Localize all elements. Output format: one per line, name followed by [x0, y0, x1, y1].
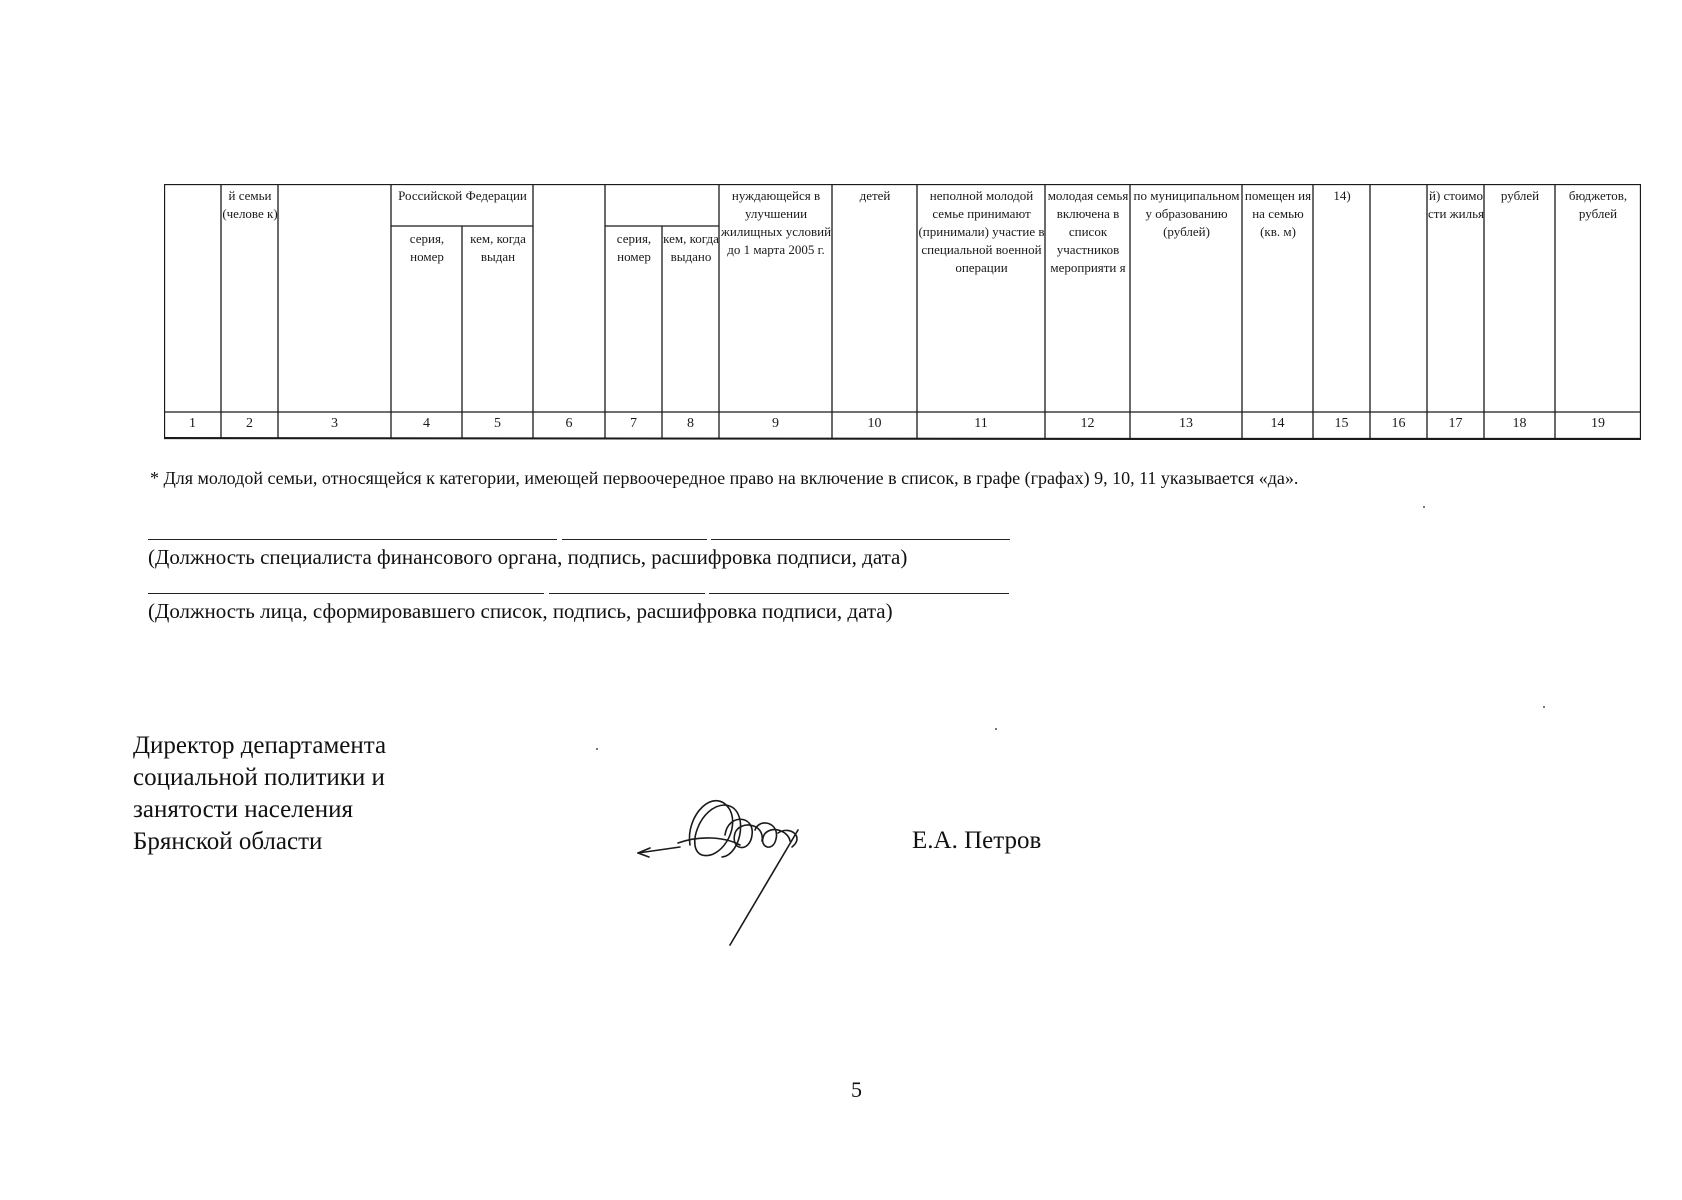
header-cell-8: кем, когда выдано [663, 231, 719, 264]
header-cell-12: молодая семья включена в список участников мероприяти я [1047, 188, 1129, 275]
signature-caption-compiler: (Должность лица, сформировавшего список, подпись, расшифровка подписи, дата) [148, 599, 893, 623]
column-number: 6 [565, 416, 573, 431]
header-cell-11: неполной молодой семье принимают (принимали) участие в специальной военной операции [918, 188, 1045, 275]
column-number: 7 [630, 416, 637, 431]
column-number: 18 [1512, 416, 1527, 431]
header-cell-13: по муниципальном у образованию (рублей) [1133, 188, 1240, 239]
column-number: 3 [331, 416, 338, 431]
data-table [164, 184, 1641, 440]
table-grid [164, 184, 1641, 440]
header-cell-2: й семьи (челове к) [222, 188, 278, 221]
signature-line [711, 539, 1010, 540]
scan-speck [1423, 506, 1425, 508]
signature-line [709, 593, 1009, 594]
header-cell-9: нуждающейся в улучшении жилищных условий до 1 марта 2005 г. [720, 188, 832, 257]
director-title-line: социальной политики и [133, 764, 385, 791]
director-name: Е.А. Петров [912, 827, 1042, 854]
header-cell-14: помещен ия на семью (кв. м) [1244, 188, 1312, 239]
scan-speck [1543, 706, 1545, 708]
column-number: 5 [494, 416, 501, 431]
column-number: 17 [1448, 416, 1463, 431]
signature-line [148, 593, 544, 594]
signature-line [549, 593, 705, 594]
column-number: 15 [1334, 416, 1349, 431]
director-title-line: Брянской области [133, 828, 323, 855]
director-title-line: Директор департамента [133, 732, 387, 759]
scan-speck [995, 728, 997, 730]
column-number: 16 [1391, 416, 1406, 431]
header-cell-17: й) стоимо сти жилья [1428, 188, 1484, 221]
header-cell-7: серия, номер [616, 231, 652, 264]
signature-line [148, 539, 557, 540]
column-number: 1 [189, 416, 196, 431]
footnote: * Для молодой семьи, относящейся к категории, имеющей первоочередное право на включение в список, в графе (графах) 9, 10, 11 указывается «да». [150, 468, 1299, 488]
header-cell-15: 14) [1333, 188, 1351, 203]
scan-speck [596, 748, 598, 750]
signature-caption-finance: (Должность специалиста финансового органа, подпись, расшифровка подписи, дата) [148, 545, 908, 569]
column-number: 8 [687, 416, 694, 431]
column-number: 4 [423, 416, 430, 431]
header-cell-10: детей [859, 188, 891, 203]
column-number: 2 [246, 416, 253, 431]
column-number: 9 [772, 416, 779, 431]
column-number: 14 [1270, 416, 1285, 431]
director-title-line: занятости населения [133, 796, 354, 823]
director-title [133, 730, 386, 858]
column-number: 12 [1080, 416, 1095, 431]
header-cell-4-5: Российской Федерации [398, 188, 527, 203]
header-cell-18: рублей [1500, 188, 1540, 203]
header-cell-5: кем, когда выдан [470, 231, 526, 264]
column-number: 13 [1179, 416, 1193, 431]
column-number: 10 [867, 416, 882, 431]
column-number: 19 [1591, 416, 1605, 431]
page-number: 5 [851, 1077, 862, 1102]
header-cell-4: серия, номер [409, 231, 445, 264]
header-cell-19: бюджетов, рублей [1568, 188, 1628, 221]
handwritten-signature [630, 775, 870, 955]
column-number: 11 [974, 416, 988, 431]
signature-line [562, 539, 707, 540]
